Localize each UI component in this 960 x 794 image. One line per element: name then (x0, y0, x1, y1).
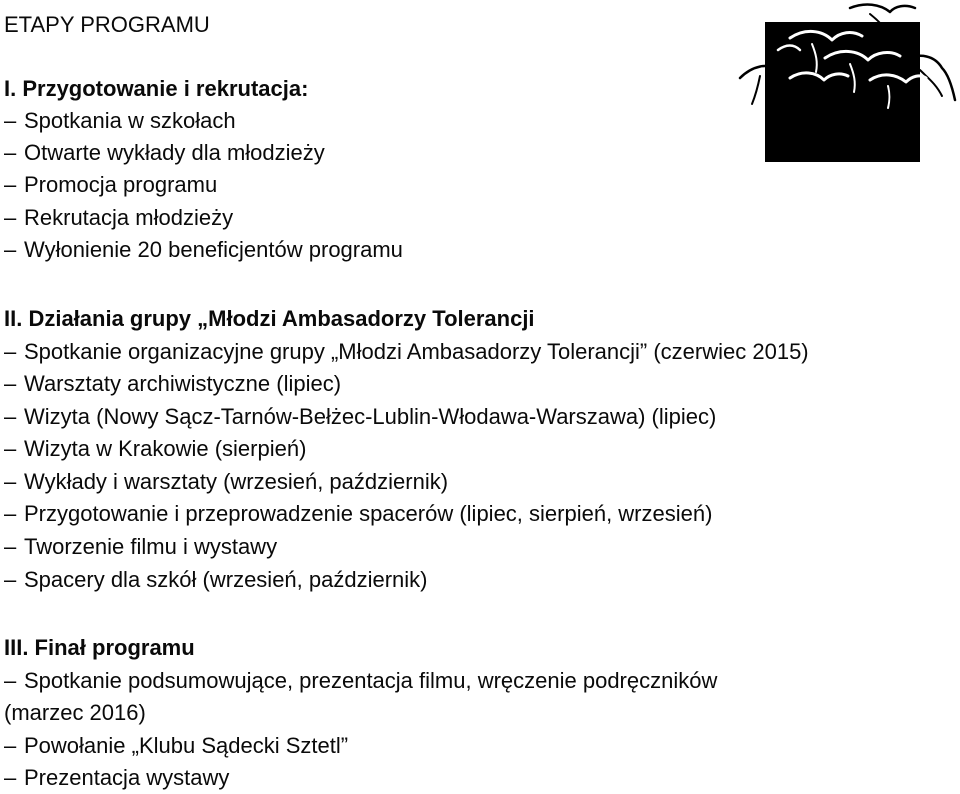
list-item (4, 336, 809, 368)
dash-marker: – (4, 534, 17, 559)
list-item (4, 234, 403, 266)
list-item (4, 531, 277, 563)
dash-marker: – (4, 668, 17, 693)
list-item (4, 466, 448, 498)
dash-marker: – (4, 339, 17, 364)
list-item-text: Przygotowanie i przeprowadzenie spacerów (lipiec, sierpień, wrzesień) (24, 501, 713, 526)
dash-marker: – (4, 404, 17, 429)
list-item (4, 564, 428, 596)
list-item (4, 433, 306, 465)
dash-marker: – (4, 469, 17, 494)
list-item-continuation: (marzec 2016) (4, 700, 146, 725)
section-heading: III. Finał programu (4, 635, 195, 660)
list-item-text: Tworzenie filmu i wystawy (24, 534, 278, 559)
list-item-text: Wizyta w Krakowie (sierpień) (24, 436, 307, 461)
list-item (4, 105, 236, 137)
dash-marker: – (4, 567, 17, 592)
list-item-text: Warsztaty archiwistyczne (lipiec) (24, 371, 342, 396)
list-item-text: Spotkanie organizacyjne grupy „Młodzi Ambasadorzy Tolerancji” (czerwiec 2015) (24, 339, 809, 364)
list-item-text: Promocja programu (24, 172, 218, 197)
list-item (4, 202, 233, 234)
dash-marker: – (4, 765, 17, 790)
dash-marker: – (4, 172, 17, 197)
list-item (4, 730, 348, 762)
dash-marker: – (4, 733, 17, 758)
dash-marker: – (4, 501, 17, 526)
section-heading: II. Działania grupy „Młodzi Ambasadorzy Tolerancji (4, 306, 535, 331)
list-item-text: Rekrutacja młodzieży (24, 205, 234, 230)
list-item-text: Prezentacja wystawy (24, 765, 230, 790)
list-item (4, 401, 716, 433)
dash-marker: – (4, 205, 17, 230)
list-item-text: Wykłady i warsztaty (wrzesień, październik) (24, 469, 449, 494)
list-item (4, 368, 341, 400)
list-item-text: Wizyta (Nowy Sącz-Tarnów-Bełżec-Lublin-Włodawa-Warszawa) (lipiec) (24, 404, 717, 429)
list-item-text: Wyłonienie 20 beneficjentów programu (24, 237, 403, 262)
page-title: ETAPY PROGRAMU (4, 12, 210, 37)
list-item-text: Otwarte wykłady dla młodzieży (24, 140, 325, 165)
list-item (4, 762, 229, 794)
birds-logo-icon (730, 0, 960, 175)
dash-marker: – (4, 371, 17, 396)
dash-marker: – (4, 237, 17, 262)
list-item (4, 665, 717, 697)
list-item (4, 137, 325, 169)
dash-marker: – (4, 436, 17, 461)
list-item (4, 169, 217, 201)
dash-marker: – (4, 140, 17, 165)
list-item-text: Spacery dla szkół (wrzesień, październik) (24, 567, 428, 592)
list-item (4, 498, 712, 530)
list-item-text: Spotkania w szkołach (24, 108, 236, 133)
list-item-text: Powołanie „Klubu Sądecki Sztetl” (24, 733, 349, 758)
dash-marker: – (4, 108, 17, 133)
section-heading: I. Przygotowanie i rekrutacja: (4, 76, 309, 101)
list-item-text: Spotkanie podsumowujące, prezentacja filmu, wręczenie podręczników (24, 668, 718, 693)
